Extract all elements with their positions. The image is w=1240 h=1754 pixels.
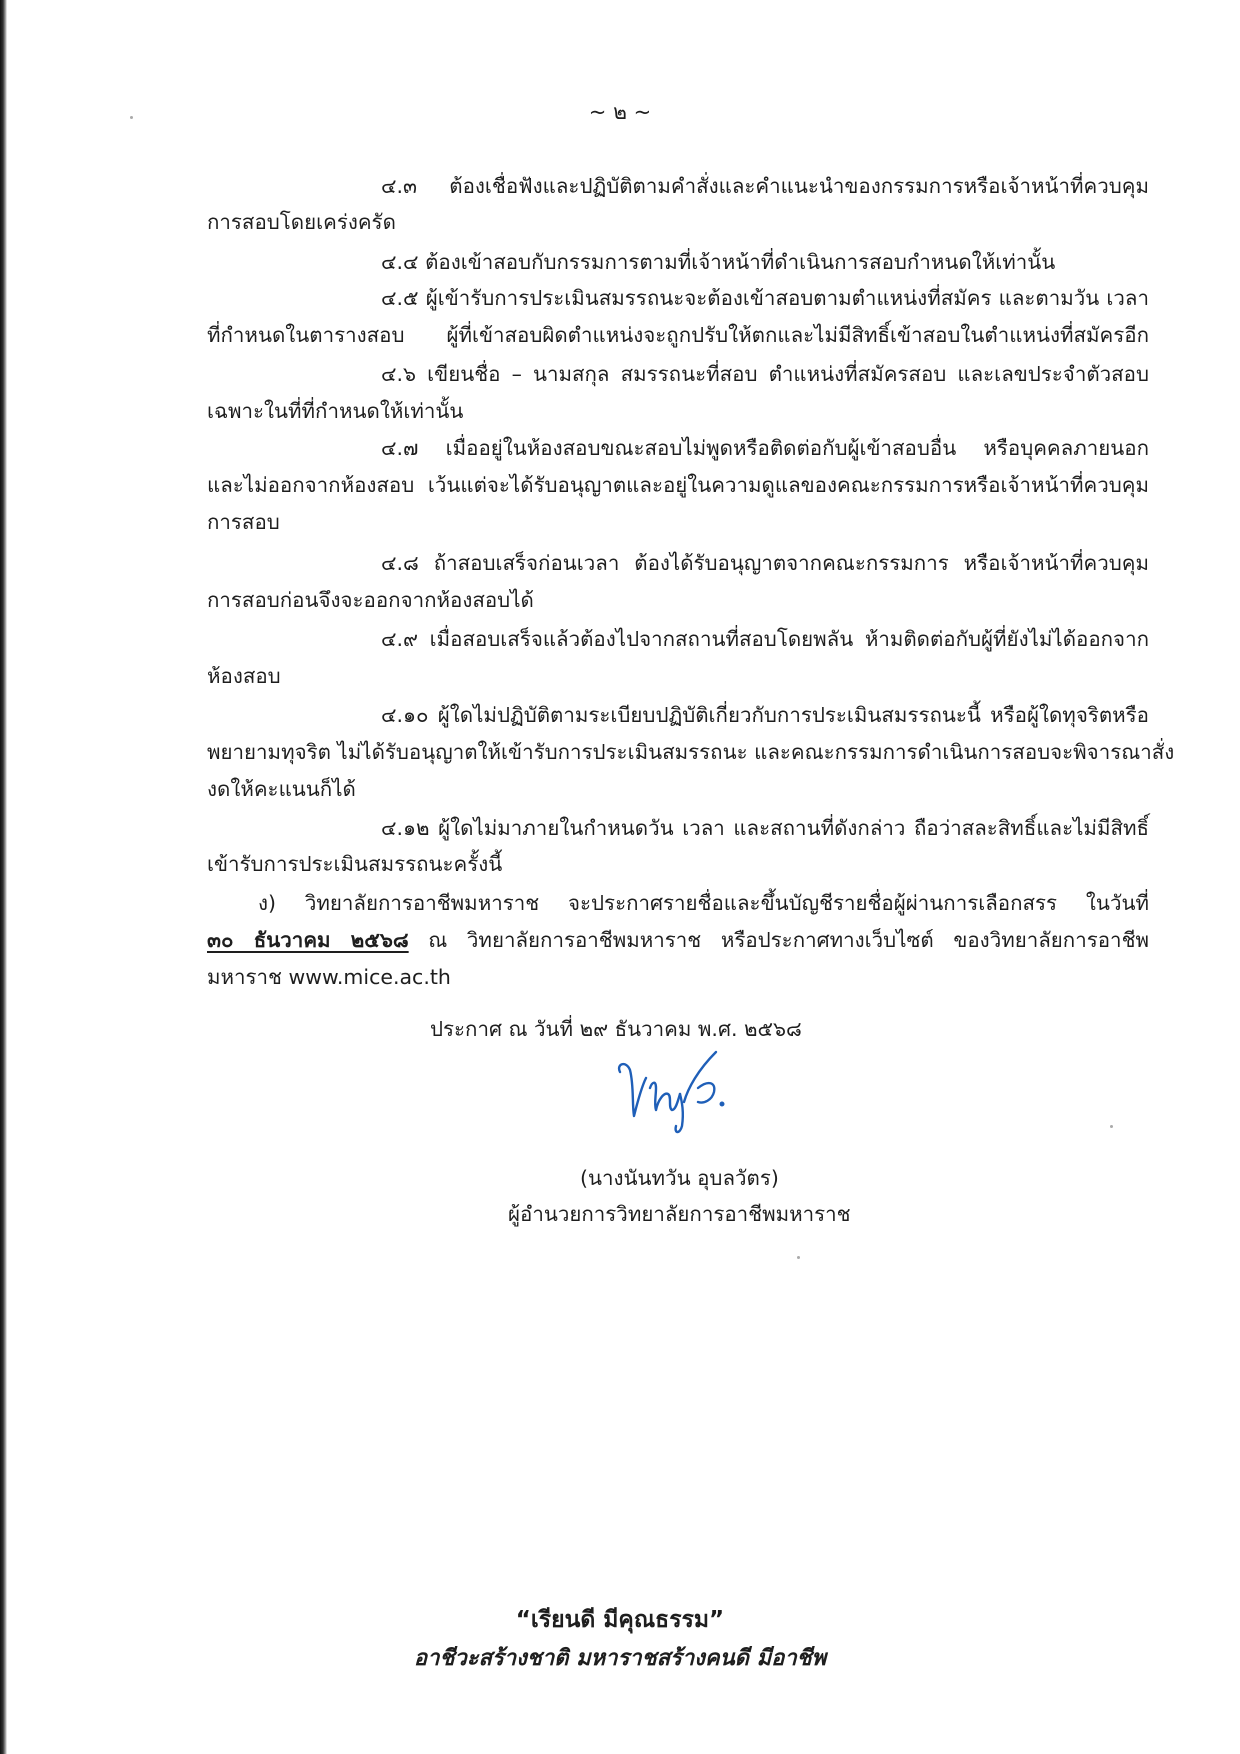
announcement-result-date: ๓๐ ธันวาคม ๒๕๖๘ xyxy=(207,928,409,952)
scan-speck xyxy=(1110,1125,1113,1128)
item-4-7-line-2: และไม่ออกจากห้องสอบ เว้นแต่จะได้รับอนุญาตและอยู่ในความดูแลของคณะกรรมการหรือเจ้าหน้าที่ควบคุม xyxy=(207,473,1149,497)
announcement-date: ประกาศ ณ วันที่ ๒๙ ธันวาคม พ.ศ. ๒๕๖๘ xyxy=(430,1017,802,1041)
section-d-line-2 xyxy=(207,928,1149,952)
signer-position: ผู้อำนวยการวิทยาลัยการอาชีพมหาราช xyxy=(508,1202,851,1226)
item-4-12-line-1: ๔.๑๒ ผู้ใดไม่มาภายในกำหนดวัน เวลา และสถานที่ดังกล่าว ถือว่าสละสิทธิ์และไม่มีสิทธิ์ xyxy=(381,816,1149,840)
college-slogan: อาชีวะสร้างชาติ มหาราชสร้างคนดี มีอาชีพ xyxy=(413,1646,827,1671)
item-4-6-line-1: ๔.๖ เขียนชื่อ – นามสกุล สมรรถนะที่สอบ ตำแหน่งที่สมัครสอบ และเลขประจำตัวสอบ xyxy=(381,362,1149,386)
college-motto: “เรียนดี มีคุณธรรม” xyxy=(515,1607,725,1633)
item-4-8-line-1: ๔.๘ ถ้าสอบเสร็จก่อนเวลา ต้องได้รับอนุญาตจากคณะกรรมการ หรือเจ้าหน้าที่ควบคุม xyxy=(381,551,1149,575)
item-4-10-line-3: งดให้คะแนนก็ได้ xyxy=(207,777,356,801)
section-d-line-3: มหาราช www.mice.ac.th xyxy=(207,965,451,989)
item-4-7-line-3: การสอบ xyxy=(207,510,280,534)
item-4-3-line-1: ๔.๓ ต้องเชื่อฟังและปฏิบัติตามคำสั่งและคำแนะนำของกรรมการหรือเจ้าหน้าที่ควบคุม xyxy=(381,174,1149,198)
item-4-9-line-2: ห้องสอบ xyxy=(207,664,281,688)
item-4-5-line-2: ที่กำหนดในตารางสอบ ผู้ที่เข้าสอบผิดตำแหน่งจะถูกปรับให้ตกและไม่มีสิทธิ์เข้าสอบในตำแหน่งที่สมัครอีก xyxy=(207,323,1149,347)
item-4-10-line-2: พยายามทุจริต ไม่ได้รับอนุญาตให้เข้ารับการประเมินสมรรถนะ และคณะกรรมการดำเนินการสอบจะพิจารณาสั่ง xyxy=(207,740,1175,764)
item-4-9-line-1: ๔.๙ เมื่อสอบเสร็จแล้วต้องไปจากสถานที่สอบโดยพลัน ห้ามติดต่อกับผู้ที่ยังไม่ได้ออกจาก xyxy=(381,627,1149,651)
page-number: ~ ๒ ~ xyxy=(588,100,652,124)
item-4-10-line-1: ๔.๑๐ ผู้ใดไม่ปฏิบัติตามระเบียบปฏิบัติเกี่ยวกับการประเมินสมรรถนะนี้ หรือผู้ใดทุจริตหรือ xyxy=(381,703,1149,727)
scan-speck xyxy=(797,1256,800,1259)
item-4-4-line-1: ๔.๔ ต้องเข้าสอบกับกรรมการตามที่เจ้าหน้าที่ดำเนินการสอบกำหนดให้เท่านั้น xyxy=(381,250,1056,274)
item-4-5-line-1: ๔.๕ ผู้เข้ารับการประเมินสมรรถนะจะต้องเข้าสอบตามตำแหน่งที่สมัคร และตามวัน เวลา xyxy=(381,286,1149,310)
item-4-6-line-2: เฉพาะในที่ที่กำหนดให้เท่านั้น xyxy=(207,399,464,423)
scan-edge-shadow xyxy=(0,0,7,1754)
section-d-line-2-rest: ณ วิทยาลัยการอาชีพมหาราช หรือประกาศทางเว็บไซต์ ของวิทยาลัยการอาชีพ xyxy=(408,928,1149,952)
signer-name: (นางนันทวัน อุบลวัตร) xyxy=(580,1166,779,1190)
item-4-12-line-2: เข้ารับการประเมินสมรรถนะครั้งนี้ xyxy=(207,852,503,876)
item-4-8-line-2: การสอบก่อนจึงจะออกจากห้องสอบได้ xyxy=(207,588,534,612)
signature-image xyxy=(612,1030,732,1140)
section-d-line-1: ง) วิทยาลัยการอาชีพมหาราช จะประกาศรายชื่อและขึ้นบัญชีรายชื่อผู้ผ่านการเลือกสรร ในวันที่ xyxy=(258,891,1149,915)
item-4-3-line-2: การสอบโดยเคร่งครัด xyxy=(207,210,396,234)
item-4-7-line-1: ๔.๗ เมื่ออยู่ในห้องสอบขณะสอบไม่พูดหรือติดต่อกับผู้เข้าสอบอื่น หรือบุคคลภายนอก xyxy=(381,436,1149,460)
